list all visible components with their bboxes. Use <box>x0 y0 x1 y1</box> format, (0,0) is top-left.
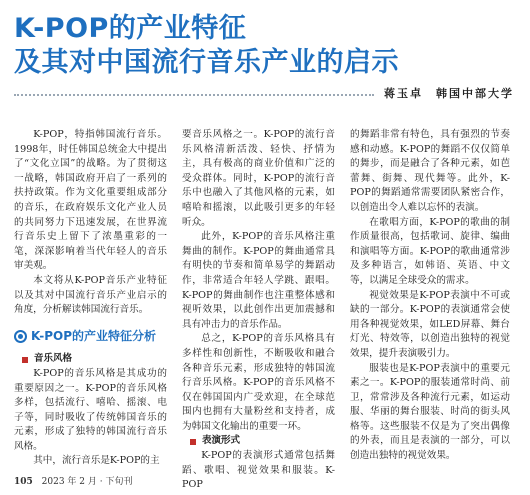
page-footer <box>14 474 132 487</box>
paragraph: 总之，K-POP的音乐风格具有多样性和创新性，不断吸收和融合各种音乐元素，形成独特的韩国流行音乐风格。K-POP的音乐风格不仅在韩国国内广受欢迎，在全球范围内也拥有大量粉丝和支持者，成为韩国文化输出的重要一环。 <box>182 333 335 432</box>
author-line <box>14 85 514 107</box>
subsection-heading <box>14 352 167 367</box>
section-bullet-icon <box>14 330 27 343</box>
issue-label: 2023 年 2 月 · 下旬刊 <box>41 477 133 487</box>
paragraph: 其中，流行音乐是K-POP的主 <box>33 455 160 467</box>
subsection-heading <box>182 434 335 449</box>
article-title-line1: K-POP的产业特征 <box>14 13 247 44</box>
text-column-1 <box>14 128 167 469</box>
paragraph: K-POP，特指韩国流行音乐。1998年，时任韩国总统金大中提出了“文化立国”的战略。为了贯彻这一战略，韩国政府开启了一系列的扶持政策。作为文化重要组成部分的音乐，在政府娱乐文化产业人员的共同努力下迅速发展，在世界流行音乐史上留下了浓墨重彩的一笔，深深影响着当代年轻人的音乐审美观。 <box>14 129 167 272</box>
paragraph: 视觉效果是K-POP表演中不可或缺的一部分。K-POP的表演通常会使用各种视觉效果，如LED屏幕、舞台灯光、特效等，以创造出独特的视觉效果，提升表演吸引力。 <box>350 289 510 359</box>
paragraph: 要音乐风格之一。K-POP的流行音乐风格清新活泼、轻快、抒情为主，具有极高的商业价值和广泛的受众群体。同时，K-POP的流行音乐中也融入了其他风格的元素，如嘻哈和摇滚，以此吸引更多的年轻听众。 <box>182 129 335 228</box>
author-byline: 蒋玉卓 韩国中部大学 <box>384 87 514 100</box>
text-column-2 <box>182 128 335 493</box>
subsection-heading-text: 表演形式 <box>202 435 241 447</box>
section-heading-text: K-POP的产业特征分析 <box>31 328 157 343</box>
dotted-divider <box>14 94 374 96</box>
section-heading <box>14 329 167 344</box>
text-column-3 <box>350 128 510 464</box>
page-number: 105 <box>14 477 33 487</box>
paragraph: 服装也是K-POP表演中的重要元素之一。K-POP的服装通常时尚、前卫，常常涉及各种流行元素，如运动服、华丽的舞台服装、时尚的街头风格等。这些服装不仅是为了突出偶像的外表，而且是表演的一部分，可以创造出独特的视觉效果。 <box>350 362 510 462</box>
paragraph: 的舞蹈非常有特色，具有强烈的节奏感和动感。K-POP的舞蹈不仅仅简单的舞步，而是融合了各种元素，如芭蕾舞、街舞、现代舞等。此外，K-POP的舞蹈通常需要团队紧密合作，以创造出令人难以忘怀的表演。 <box>350 129 510 213</box>
paragraph: K-POP的表演形式通常包括舞蹈、歌唱、视觉效果和服装。K-POP <box>182 450 335 491</box>
paragraph: K-POP的音乐风格是其成功的重要原因之一。K-POP的音乐风格多样，包括流行、嘻哈、摇滚、电子等，同时吸收了传统韩国音乐的元素，形成了独特的韩国流行音乐风格。 <box>14 367 167 452</box>
paragraph: 此外，K-POP的音乐风格注重舞曲的制作。K-POP的舞曲通常具有明快的节奏和简单易学的舞蹈动作，非常适合年轻人学跳、跟唱。K-POP的舞曲制作也注重整体感和视听效果，以此创作出更加震撼和具有冲击力的音乐作品。 <box>182 231 335 330</box>
article-title-line2: 及其对中国流行音乐产业的启示 <box>14 47 399 78</box>
square-bullet-icon <box>190 439 196 445</box>
subsection-heading-text: 音乐风格 <box>34 353 73 365</box>
paragraph: 本文将从K-POP音乐产业特征以及其对中国流行音乐产业启示的角度，分析解读韩国流行音乐。 <box>14 274 167 316</box>
square-bullet-icon <box>22 357 28 363</box>
paragraph: 在歌唱方面，K-POP的歌曲的制作质量很高，包括歌词、旋律、编曲和演唱等方面。K-POP的歌曲通常涉及多种语言，如韩语、英语、中文等，以满足全球受众的需求。 <box>350 216 510 286</box>
